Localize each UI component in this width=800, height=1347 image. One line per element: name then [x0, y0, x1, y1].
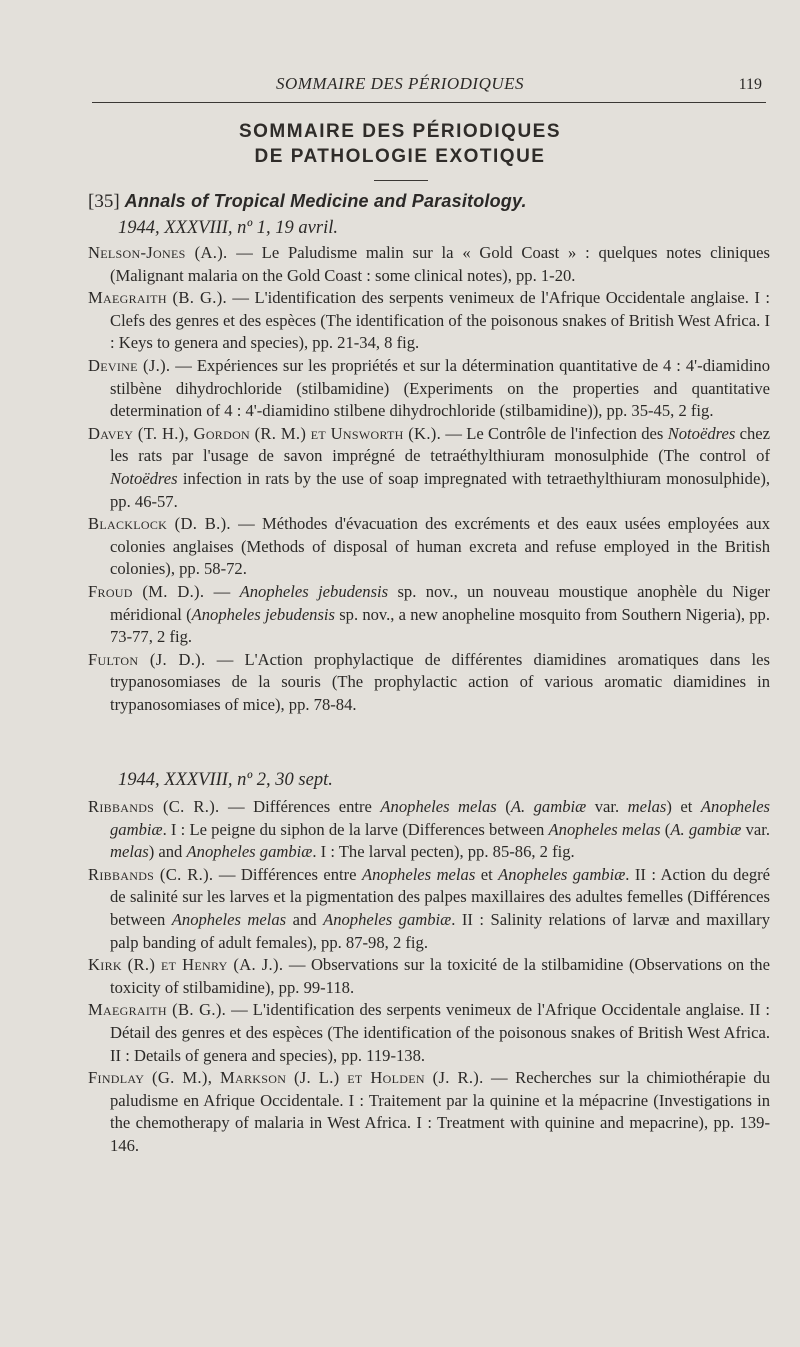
entry-text: chez les rats par l'usage de savon imprégné de tetraéthylthiuram monosulphide (The control of: [110, 423, 770, 466]
entry-authors: Fulton (J. D.).: [88, 649, 206, 669]
entry-text: — Le Paludisme malin sur la « Gold Coast » : quelques notes cliniques (Malignant malaria on the Gold Coast : some clinical notes), pp. 1-20.: [110, 243, 770, 285]
entry-text: —: [204, 581, 240, 601]
entry-authors: Maegraith (B. G.).: [88, 1000, 227, 1020]
entry-species: Anopheles gambiæ: [110, 797, 771, 839]
entry-species: Anopheles melas: [362, 864, 476, 884]
section-title-line-2: DE PATHOLOGIE EXOTIQUE: [254, 146, 546, 167]
entry-text: ) et: [666, 797, 701, 816]
entry-authors: Kirk (R.) et Henry (A. J.).: [88, 955, 284, 975]
page-number: 119: [738, 76, 762, 93]
list-item: [88, 513, 770, 581]
entry-species: Anopheles gambiæ: [498, 864, 626, 884]
journal-number: [35]: [88, 191, 120, 212]
entry-species: Anopheles melas: [380, 797, 497, 816]
entry-text: — Différences entre: [213, 864, 362, 884]
entry-species: Anopheles melas: [171, 909, 287, 929]
entry-authors: Nelson-Jones (A.).: [88, 243, 228, 262]
entry-authors: Froud (M. D.).: [88, 581, 205, 601]
list-item: [88, 1067, 770, 1157]
entry-text: . II : Salinity relations of larvæ and maxillary palp banding of adult females), pp. 87-98, 2 fig.: [110, 909, 770, 952]
entry-species: melas: [110, 842, 149, 862]
entry-species: Anopheles gambiæ: [323, 909, 452, 929]
entry-text: — Le Contrôle de l'infection des: [441, 423, 668, 443]
entry-text: and: [286, 909, 324, 929]
entry-authors: Ribbands (C. R.).: [88, 864, 214, 884]
list-item: [88, 423, 770, 513]
entry-text: . I : Le peigne du siphon de la larve (Differences between: [162, 819, 549, 839]
entry-text: — Recherches sur la chimiothérapie du paludisme en Afrique Occidentale. I : Traitement par la quinine et la mépacrine (Investigations in the chemotherapy of malaria in West Africa. I : Treatment with quinine and mepacrine), pp. 139-146.: [110, 1068, 770, 1155]
entry-text: . II : Action du degré de salinité sur les larves et la pigmentation des palpes maxillaires des adultes femelles (Différences between: [110, 864, 771, 929]
entry-authors: Ribbands (C. R.).: [88, 797, 220, 816]
running-head: SOMMAIRE DES PÉRIODIQUES: [275, 74, 525, 93]
header-rule: [92, 102, 766, 103]
entry-text: — L'Action prophylactique de différentes diamidines aromatiques dans les trypanosomiases de la souris (The prophylactic action of various aromatic diamidines in trypanosomiases of mice), pp. 78-84.: [110, 649, 770, 714]
entry-species: A. gambiæ: [670, 819, 742, 839]
entry-genus: Notoëdres: [667, 423, 736, 443]
title-rule: [374, 180, 428, 181]
entry-authors: Maegraith (B. G.).: [88, 288, 227, 308]
entry-text: (: [660, 819, 671, 839]
entry-text: sp. nov., a new anopheline mosquito from Southern Nigeria), pp. 73-77, 2 fig.: [110, 604, 771, 647]
entry-species: Anopheles gambiæ: [186, 842, 313, 862]
entry-authors: Findlay (G. M.), Markson (J. L.) et Holden (J. R.).: [88, 1068, 484, 1088]
entry-text: — L'identification des serpents venimeux de l'Afrique Occidentale anglaise. I : Clefs des genres et des espèces (The identification of the poisonous snakes of British West Africa. I : Keys to genera and species), pp. 21-34, 8 fig.: [110, 288, 770, 353]
list-item: [88, 355, 770, 423]
entry-species: melas: [627, 797, 667, 816]
entry-species: Anopheles jebudensis: [239, 581, 389, 601]
entry-species: A. gambiæ: [510, 797, 587, 816]
entry-list-issue-2: [88, 796, 770, 1158]
entry-text: — Observations sur la toxicité de la stilbamidine (Observations on the toxicity of stilbamidine), pp. 99-118.: [110, 955, 770, 997]
journal-name: Annals of Tropical Medicine and Parasitology.: [124, 191, 527, 211]
entry-species: Anopheles melas: [548, 819, 661, 839]
list-item: [88, 999, 770, 1067]
entry-list-issue-1: [88, 242, 770, 716]
entry-authors: Devine (J.).: [88, 355, 171, 375]
entry-text: infection in rats by the use of soap impregnated with tetraethylthiuram monosulphide), pp. 46-57.: [110, 468, 770, 511]
entry-authors: Davey (T. H.), Gordon (R. M.) et Unsworth (K.).: [88, 423, 442, 443]
entry-text: — L'identification des serpents venimeux de l'Afrique Occidentale anglaise. II : Détail des genres et des espèces (The identification of the poisonous snakes of British West Africa. II : Details of genera and species), pp. 119-138.: [110, 1000, 771, 1065]
entry-authors: Blacklock (D. B.).: [88, 514, 231, 534]
entry-text: var.: [741, 819, 770, 839]
entry-text: — Expériences sur les propriétés et sur la détermination quantitative de 4 : 4'-diamidino stilbène dihydrochloride (stilbamidine) (Experiments on the properties and quantitative determination of 4 : 4'-diamidino stilbene dihydrochloride (stilbamidine)), pp. 35-45, 2 fig.: [110, 355, 770, 421]
section-title-line-1: SOMMAIRE DES PÉRIODIQUES: [238, 121, 562, 142]
list-item: [88, 242, 770, 287]
entry-genus: Notoëdres: [110, 468, 178, 488]
entry-text: sp. nov., un nouveau moustique anophèle du Niger méridional (: [110, 581, 771, 624]
list-item: [88, 581, 770, 649]
entry-text: var.: [586, 797, 628, 816]
list-item: [88, 864, 770, 954]
list-item: [88, 954, 770, 999]
list-item: [88, 287, 770, 355]
journal-heading: [88, 190, 778, 213]
entry-species: Anopheles jebudensis: [191, 604, 336, 624]
issue-heading-2: 1944, XXXVIII, nº 2, 30 sept.: [118, 770, 333, 790]
issue-heading-1: 1944, XXXVIII, nº 1, 19 avril.: [118, 218, 338, 238]
entry-text: (: [496, 797, 511, 816]
entry-text: ) and: [148, 842, 187, 862]
entry-text: — Méthodes d'évacuation des excréments et des eaux usées employées aux colonies anglaises (Methods of disposal of human excreta and refuse employed in the British colonies), pp. 58-72.: [110, 514, 770, 579]
list-item: [88, 796, 770, 864]
list-item: [88, 649, 770, 717]
entry-text: . I : The larval pecten), pp. 85-86, 2 fig.: [312, 842, 575, 862]
entry-text: et: [475, 864, 499, 884]
entry-text: — Différences entre: [219, 797, 381, 816]
